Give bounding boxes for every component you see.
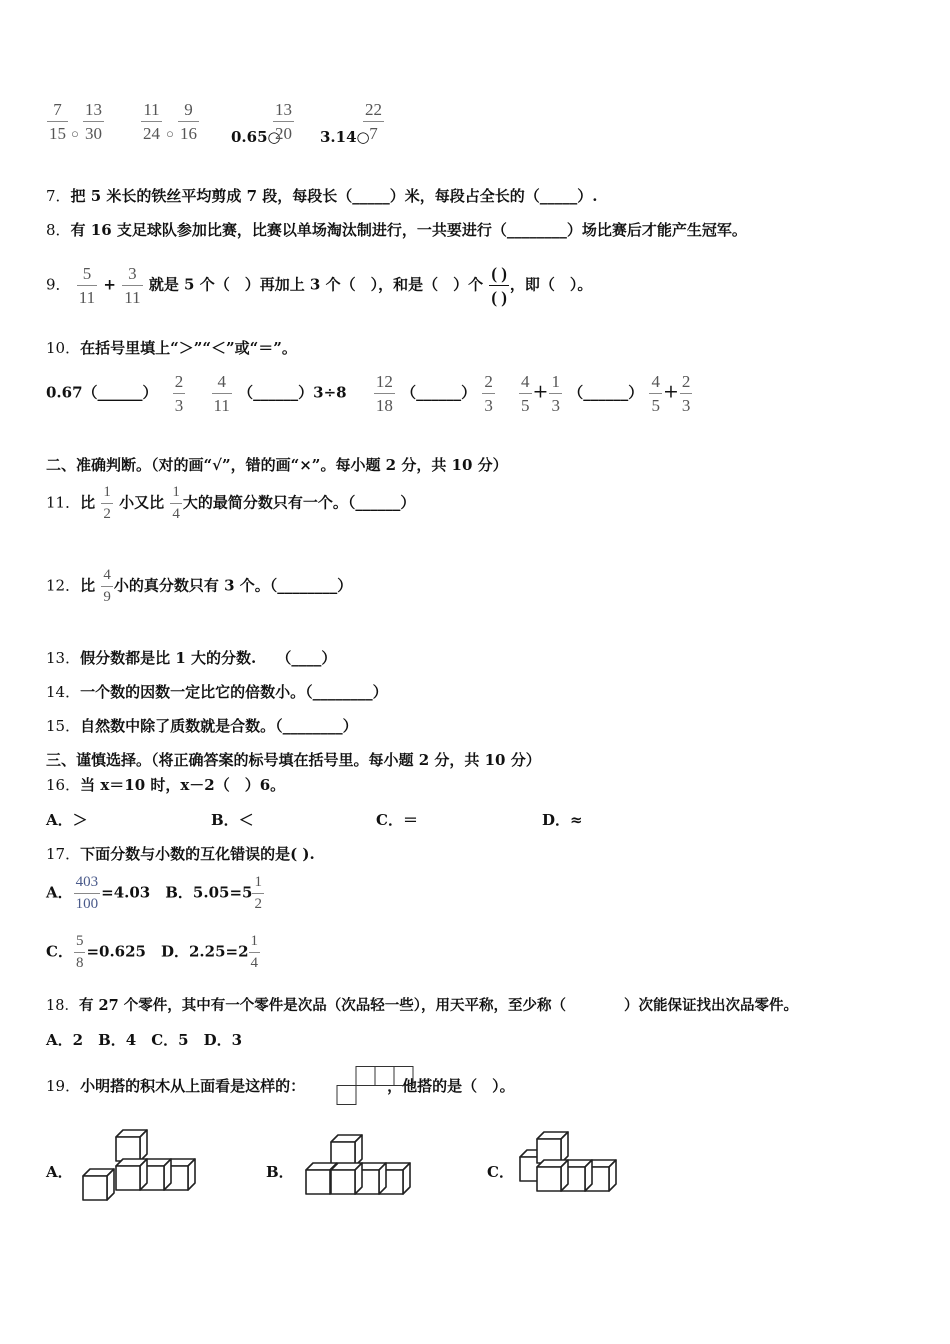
q16-option-d: D．≈ [542,811,583,829]
question-19: 19．小明搭的积木从上面看是这样的： ，他搭的是（ ）。 [46,1077,515,1095]
q19-cubes-c [517,1129,635,1201]
q6-frac-e: $\frac{13}{20}$ [275,100,292,143]
q17-options-ab: A． $\frac{403}{100}$ =4.03 B．5.05=5 $\frac{1}{2}$ [46,874,262,912]
question-7: 7．把 5 米长的铁丝平均剪成 7 段，每段长（_____）米，每段占全长的（_____）. [46,187,598,205]
top-view-square [394,1067,413,1086]
q10-item3-frac: $\frac{12}{18}$ [375,372,393,415]
question-17: 17．下面分数与小数的互化错误的是( ). [46,845,315,863]
q17-frac-d: $\frac{1}{4}$ [250,933,259,971]
question-18: 18．有 27 个零件，其中有一个零件是次品（次品轻一些），用天平称，至少称（ ）次能保证找出次品零件。 [46,997,798,1014]
q6-frac-a: $\frac{7}{15}$ [49,100,66,143]
question-15: 15．自然数中除了质数就是合数。（________） [46,717,358,735]
q9-frac-1: $\frac{5}{11}$ [78,264,96,307]
top-view-square [337,1086,356,1105]
q19-cubes-b [303,1132,421,1202]
q6-frac-c: $\frac{11}{24}$ [143,100,160,143]
q6-decimal-f: 3.14○ [320,128,370,146]
section-3-title: 三、谨慎选择。（将正确答案的标号填在括号里。每小题 2 分，共 10 分） [46,751,541,769]
q19-option-a: A． [46,1163,73,1181]
q10-item4-right-frac-1: $\frac{4}{5}$ [651,372,660,415]
q19-option-c: C． [487,1163,514,1181]
q6-frac-b: $\frac{13}{30}$ [85,100,102,143]
q17-frac-c: $\frac{5}{8}$ [75,933,84,971]
q9-frac-2: $\frac{3}{11}$ [124,264,141,307]
q9-blank-fraction: $\frac{( )}{( )}$ [491,264,507,307]
q10-item4-frac-1: $\frac{4}{5}$ [521,372,530,415]
question-11: 11．比 $\frac{1}{2}$ 小又比 $\frac{1}{4}$ 大的最简分数只有一个。（______） [46,484,416,522]
q12-frac: $\frac{4}{9}$ [103,567,111,605]
question-10-items: 0.67（______） $\frac{2}{3}$ $\frac{4}{11}$ （______）3÷8 $\frac{12}{18}$ （______） $\frac{2}{3}$ $\frac{4}{5}$ + $\frac{1}{3}$ （______） $\frac{4}{5}$ + $\frac{2}{3}$ [46,372,691,415]
q10-item3-right-frac: $\frac{2}{3}$ [484,372,493,415]
cube [83,1169,114,1200]
q17-frac-b: $\frac{1}{2}$ [254,874,262,912]
cube [116,1159,147,1190]
q6-compare-circle: ○ [166,126,174,141]
top-view-square [375,1067,394,1086]
q17-frac-a: $\frac{403}{100}$ [75,874,99,912]
q16-option-b: B．＜ [211,811,254,829]
q19-option-b: B． [266,1163,294,1181]
q16-option-a: A．＞ [46,811,88,829]
cube [537,1132,568,1163]
question-14: 14．一个数的因数一定比它的倍数小。（________） [46,683,388,701]
q16-option-c: C．＝ [376,811,418,829]
q10-item4-right-frac-2: $\frac{2}{3}$ [681,372,691,415]
question-12: 12．比 $\frac{4}{9}$ 小的真分数只有 3 个。（________） [46,567,353,605]
q11-frac-2: $\frac{1}{4}$ [172,484,180,522]
q11-frac-1: $\frac{1}{2}$ [103,484,111,522]
q6-decimal-e: 0.65○ [231,128,281,146]
q6-compare-circle: ○ [71,126,79,141]
question-10: 10．在括号里填上“＞”“＜”或“＝”。 [46,339,297,357]
q10-item4-frac-2: $\frac{1}{3}$ [551,372,560,415]
q6-frac-f: $\frac{22}{7}$ [365,100,382,143]
cube [331,1135,362,1166]
question-8: 8．有 16 支足球队参加比赛，比赛以单场淘汰制进行，一共要进行（________）场比赛后才能产生冠军。 [46,221,747,239]
q6-frac-d: $\frac{9}{16}$ [180,100,197,143]
question-9: 9． $\frac{5}{11}$ + $\frac{3}{11}$ 就是 5 个（ ）再加上 3 个（ ），和是（ ）个 $\frac{( )}{( )}$ ，即（ ）。 [46,264,593,307]
q19-cubes-a [80,1130,205,1202]
q10-item2-frac: $\frac{4}{11}$ [213,372,230,415]
top-view-diagram [336,1066,416,1108]
cube [116,1130,147,1161]
top-view-square [356,1067,375,1086]
question-13: 13．假分数都是比 1 大的分数. （____） [46,649,337,667]
q17-options-cd: C． $\frac{5}{8}$ =0.625 D．2.25=2 $\frac{1}{4}$ [46,933,259,971]
q10-item1-frac: $\frac{2}{3}$ [174,372,184,415]
section-2-title: 二、准确判断。（对的画“√”，错的画“×”。每小题 2 分，共 10 分） [46,456,508,474]
cube [331,1163,362,1194]
question-16: 16．当 x＝10 时，x－2（ ）6。 [46,776,286,794]
cube [537,1160,568,1191]
q18-options: A．2 B．4 C．5 D．3 [46,1031,243,1049]
